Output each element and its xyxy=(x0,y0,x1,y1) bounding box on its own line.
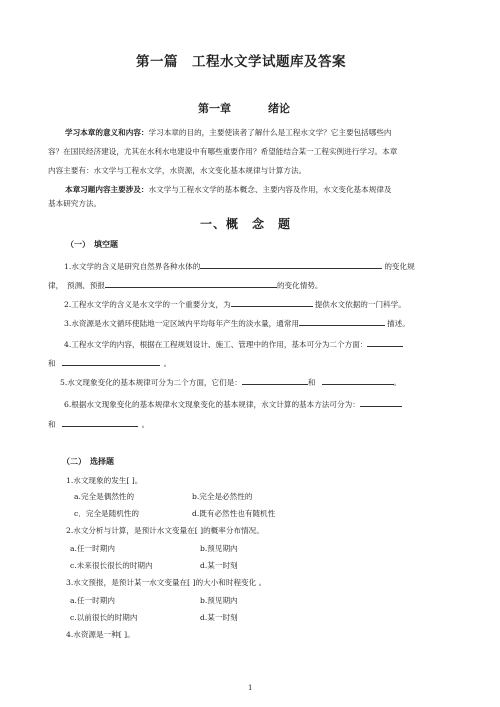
choice-q3-option-a: a.任一时期内 xyxy=(70,596,115,605)
fill-q4-blank-1 xyxy=(367,338,403,347)
page-title: 第一篇 工程水文学试题库及答案 xyxy=(136,54,346,70)
choice-q2-option-b: b.预见期内 xyxy=(200,544,238,553)
choice-q4: 4.水资源是一种[ ]。 xyxy=(66,630,135,639)
fill-q6-text-b: 和 xyxy=(48,420,56,429)
fill-q1-text-a: 1.水文学的含义是研究自然界各种水体的 xyxy=(64,262,201,271)
choice-q1: 1.水文现象的发生[ ]。 xyxy=(66,476,143,485)
section-number: 一、 xyxy=(200,217,227,231)
intro-label-2: 本章习题内容主要涉及： xyxy=(65,185,149,194)
fill-q3-blank xyxy=(299,317,385,326)
fill-q6-text-c: 。 xyxy=(141,420,150,429)
fill-q1-blank-1 xyxy=(200,260,382,269)
fill-q6-line-1 xyxy=(64,398,402,411)
fill-q2-blank xyxy=(231,298,313,307)
choice-q3-option-b: b.预见期内 xyxy=(200,596,238,605)
choice-q2-option-a: a.任一时期内 xyxy=(70,544,115,553)
choice-q1-option-d: d.既有必然性也有随机性 xyxy=(192,509,276,518)
page-number: 1 xyxy=(248,684,253,692)
fill-heading: （一） 填空题 xyxy=(66,239,118,249)
choice-q3: 3.水文预报，是预计某一水文变量在[ ]的大小和时程变化 。 xyxy=(66,578,267,587)
fill-q6-text-a: 6.根据水文现象变化的基本规律水文现象变化的基本规律，水文计算的基本方法可分为： xyxy=(64,400,360,409)
section-title: 概 念 题 xyxy=(226,217,292,231)
fill-q6-blank-1 xyxy=(360,398,402,407)
fill-q6-blank-2 xyxy=(62,418,138,427)
fill-q4-text-c: 。 xyxy=(163,359,172,368)
fill-q1-line-2 xyxy=(48,279,323,292)
fill-q2 xyxy=(64,298,406,311)
fill-q1-line-1 xyxy=(64,260,415,273)
intro-paragraph-2-line-2: 基本研究方法。 xyxy=(48,199,102,208)
choice-heading: （二） 选择题 xyxy=(62,456,114,466)
fill-q4-line-1 xyxy=(64,338,403,351)
fill-q2-text-a: 2.工程水文学的含义是水文学的一个重要分支，为 xyxy=(64,300,231,309)
intro-paragraph-1 xyxy=(65,126,392,139)
intro-paragraph-1-line-2: 容？在国民经济建设，尤其在水利水电建设中有哪些重要作用？希望能结合某一工程实例进行学习。本章 xyxy=(48,147,398,156)
fill-q5-text-b: 和 xyxy=(307,378,316,387)
fill-q4-blank-2 xyxy=(62,357,160,366)
intro-paragraph-1-line-3: 内容主要有：水文学与工程水文学，水资源，水文变化基本规律与计算方法。 xyxy=(48,166,307,175)
fill-q5-text-c: 。 xyxy=(393,378,402,387)
choice-q2: 2.水文分析与计算，是预计水文变量在[ ]的概率分布情况。 xyxy=(66,526,264,535)
fill-q4-text-a: 4.工程水文学的内容，根据在工程规划设计、施工、管理中的作用，基本可分为二个方面： xyxy=(64,340,368,349)
fill-q2-text-b: 提供水文依据的一门科学。 xyxy=(314,300,406,309)
choice-q2-option-d: d.某一时刻 xyxy=(200,561,238,570)
fill-q1-blank-2 xyxy=(105,279,277,288)
fill-q5-text-a: 5.水文现象变化的基本规律可分为二个方面，它们是： xyxy=(60,378,242,387)
fill-q1-text-b: 的变化规 xyxy=(384,262,415,271)
fill-q3-text-a: 3.水资源是水文循环使陆地一定区域内平均每年产生的淡水量，通常用 xyxy=(64,319,300,328)
intro-label-1: 学习本章的意义和内容： xyxy=(65,128,149,137)
choice-q3-option-d: d.某一时刻 xyxy=(200,613,238,622)
choice-q1-option-c: c．完全是随机性的 xyxy=(74,509,140,518)
fill-q1-text-d: 的变化情势。 xyxy=(276,281,323,290)
fill-q3-text-b: 描述。 xyxy=(387,319,410,328)
choice-q1-option-b: b.完全是必然性的 xyxy=(192,492,253,501)
fill-q5-blank-2 xyxy=(322,376,394,385)
fill-q5-blank-1 xyxy=(242,376,308,385)
choice-q2-option-c: c.未来很长很长的时期内 xyxy=(70,561,153,570)
fill-q4-text-b: 和 xyxy=(48,359,56,368)
fill-q5 xyxy=(60,376,401,389)
fill-q4-line-2 xyxy=(48,357,171,370)
fill-q1-text-c: 律， 预测、预报 xyxy=(48,281,105,290)
chapter-number: 第一章 xyxy=(198,102,231,115)
fill-q3 xyxy=(64,317,410,330)
section-heading xyxy=(200,215,291,232)
intro-text-1: 学习本章的目的，主要使读者了解什么是工程水文学？它主要包括哪些内 xyxy=(148,128,392,137)
choice-q3-option-c: c.以前很长的时期内 xyxy=(70,613,138,622)
chapter-name: 绪论 xyxy=(268,102,290,115)
intro-text-2: 水文学与工程水文学的基本概念、主要内容及作用，水文变化基本规律及 xyxy=(148,185,392,194)
choice-q1-option-a: a.完全是偶然性的 xyxy=(74,492,135,501)
intro-paragraph-2 xyxy=(65,183,392,196)
fill-q6-line-2 xyxy=(48,418,149,431)
